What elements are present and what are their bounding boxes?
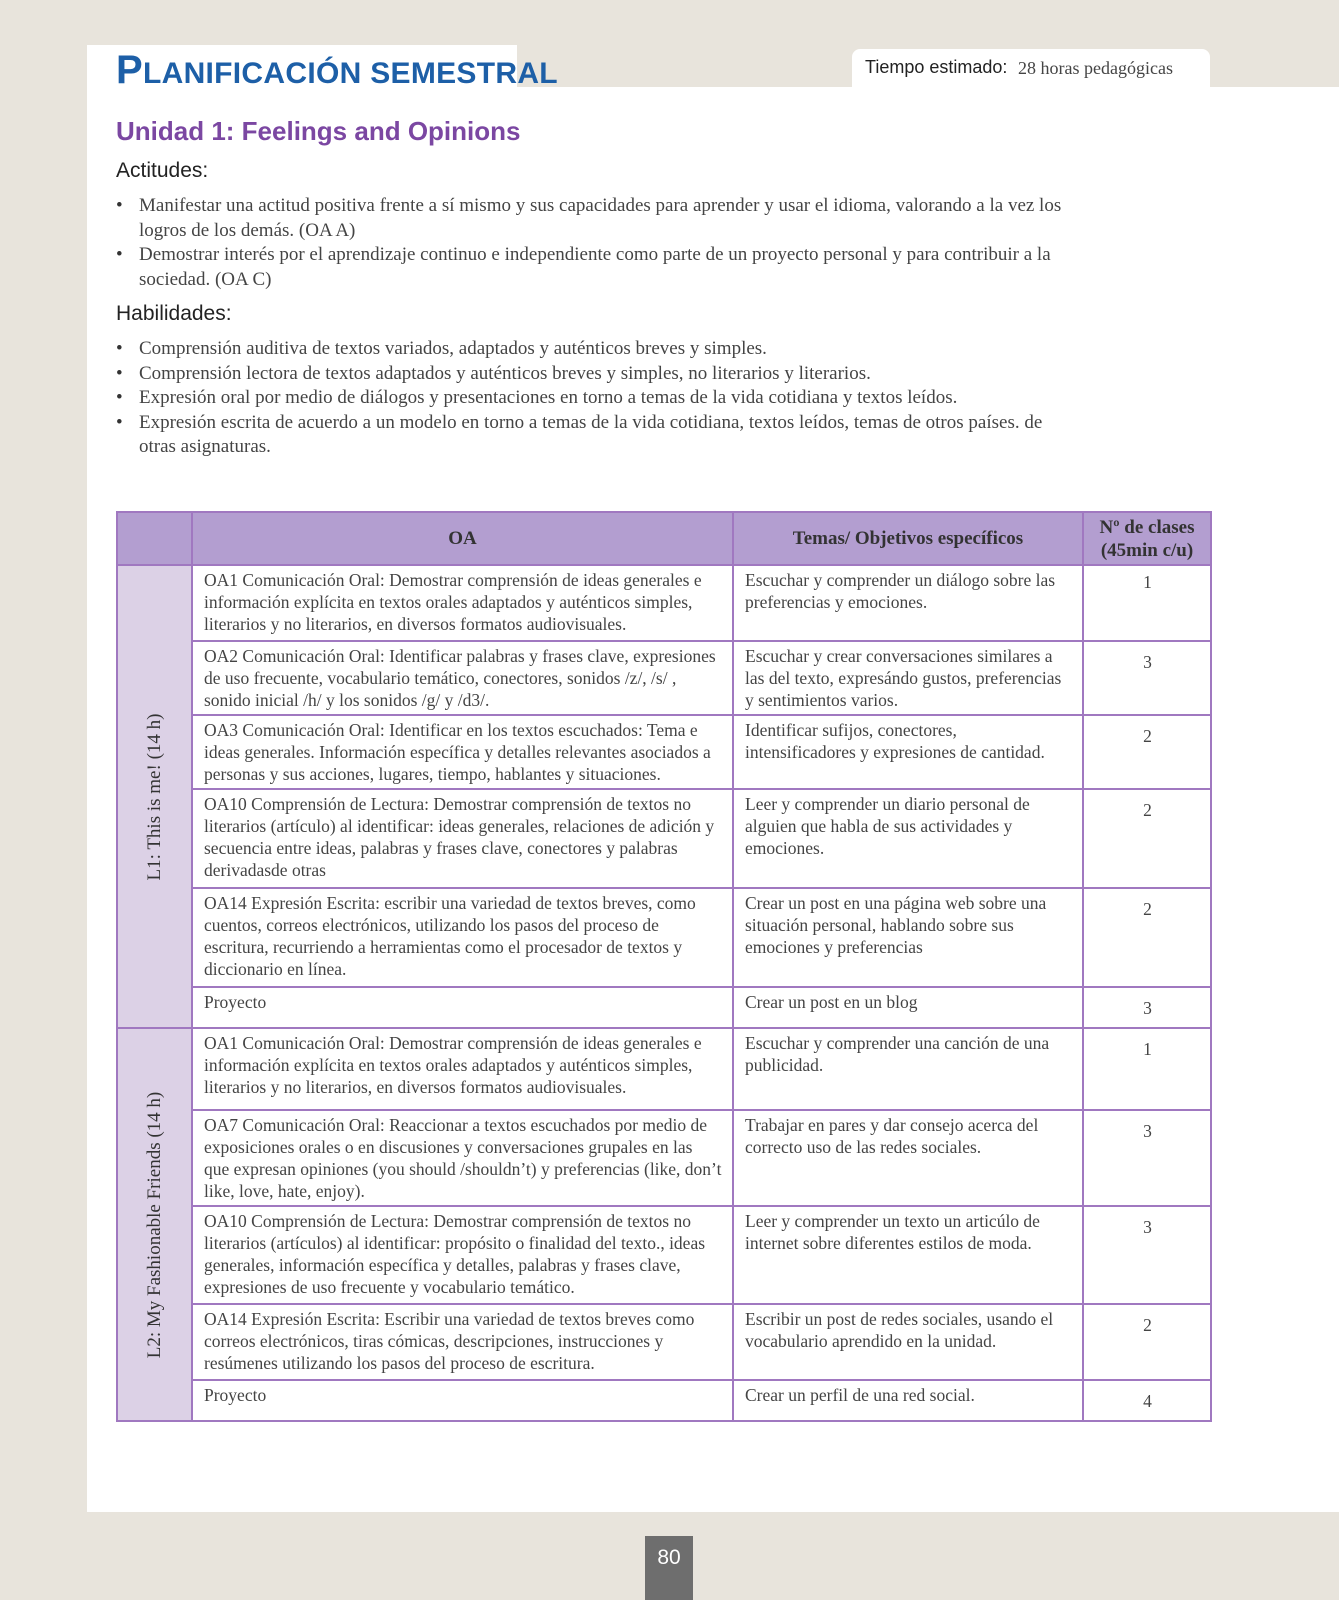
tema-cell: Crear un perfil de una red social. — [733, 1380, 1083, 1421]
clases-cell: 3 — [1083, 641, 1211, 715]
clases-cell: 2 — [1083, 789, 1211, 888]
actitudes-list — [116, 194, 1066, 292]
group-label: L2: My Fashionable Friends (14 h) — [143, 1091, 165, 1358]
table-row — [117, 987, 1211, 1028]
list-item: • Expresión oral por medio de diálogos y presentaciones en torno a temas de la vida cotidiana y textos leídos. — [116, 386, 1066, 411]
group-label-cell — [117, 1028, 192, 1421]
tema-cell: Escuchar y comprender un diálogo sobre las preferencias y emociones. — [733, 565, 1083, 641]
planning-table — [116, 511, 1212, 1422]
tema-cell: Crear un post en una página web sobre una situación personal, hablando sobre sus emociones y preferencias — [733, 888, 1083, 987]
header-cell-empty — [117, 512, 192, 565]
clases-cell: 3 — [1083, 987, 1211, 1028]
oa-cell: OA14 Expresión Escrita: Escribir una variedad de textos breves como correos electrónicos, tiras cómicas, descripciones, instrucciones y resúmenes utilizando los pasos del proceso de escritura. — [192, 1304, 733, 1380]
page-title-initial: P — [116, 48, 143, 92]
clases-cell: 3 — [1083, 1110, 1211, 1206]
table-row — [117, 1380, 1211, 1421]
table-row — [117, 715, 1211, 789]
page-number: 80 — [645, 1536, 693, 1600]
clases-cell: 1 — [1083, 565, 1211, 641]
tema-cell: Leer y comprender un diario personal de alguien que habla de sus actividades y emociones. — [733, 789, 1083, 888]
table-row — [117, 565, 1211, 641]
group-label: L1: This is me! (14 h) — [143, 713, 165, 880]
oa-cell: OA14 Expresión Escrita: escribir una variedad de textos breves, como cuentos, correos electrónicos, utilizando los pasos del proceso de escritura, recurriendo a herramientas como el procesador de textos y diccionario en línea. — [192, 888, 733, 987]
table-row — [117, 789, 1211, 888]
oa-cell: OA10 Comprensión de Lectura: Demostrar comprensión de textos no literarios (artículos) al identificar: propósito o finalidad del texto., ideas generales, información específica y detalles, palabras y frases clave, expresiones de uso frecuente y vocabulario temático. — [192, 1206, 733, 1304]
list-item: • Manifestar una actitud positiva frente a sí mismo y sus capacidades para aprender y usar el idioma, valorando a la vez los logros de los demás. (OA A) — [116, 194, 1066, 243]
actitudes-heading: Actitudes: — [116, 159, 209, 182]
list-item: • Comprensión lectora de textos adaptados y auténticos breves y simples, no literarios y literarios. — [116, 362, 1066, 387]
clases-cell: 3 — [1083, 1206, 1211, 1304]
habilidades-list — [116, 337, 1066, 460]
clases-cell: 1 — [1083, 1028, 1211, 1110]
header-cell-clases: Nº de clases (45min c/u) — [1083, 512, 1211, 565]
tema-cell: Trabajar en pares y dar consejo acerca del correcto uso de las redes sociales. — [733, 1110, 1083, 1206]
oa-cell: Proyecto — [192, 1380, 733, 1421]
page-title — [116, 48, 558, 93]
oa-cell: OA1 Comunicación Oral: Demostrar comprensión de ideas generales e información explícita en textos orales adaptados y auténticos simples, literarios y no literarios, en diversos formatos audiovisuales. — [192, 565, 733, 641]
clases-cell: 2 — [1083, 888, 1211, 987]
clases-cell: 4 — [1083, 1380, 1211, 1421]
oa-cell: OA1 Comunicación Oral: Demostrar comprensión de ideas generales e información explícita en textos orales adaptados y auténticos simples, literarios y no literarios, en diversos formatos audiovisuales. — [192, 1028, 733, 1110]
header-cell-temas: Temas/ Objetivos específicos — [733, 512, 1083, 565]
clases-cell: 2 — [1083, 1304, 1211, 1380]
oa-cell: OA3 Comunicación Oral: Identificar en los textos escuchados: Tema e ideas generales. Información específica y detalles relevantes asociados a personas y sus acciones, lugares, tiempo, hablantes y situaciones. — [192, 715, 733, 789]
tema-cell: Escuchar y crear conversaciones similares a las del texto, expresándo gustos, preferencias y sentimientos varios. — [733, 641, 1083, 715]
time-estimate-value: 28 horas pedagógicas — [1018, 58, 1173, 78]
unit-title: Unidad 1: Feelings and Opinions — [116, 116, 521, 146]
table-row — [117, 1206, 1211, 1304]
group-label-cell — [117, 565, 192, 1028]
oa-cell: Proyecto — [192, 987, 733, 1028]
tema-cell: Escuchar y comprender una canción de una publicidad. — [733, 1028, 1083, 1110]
time-estimate-label: Tiempo estimado: — [865, 57, 1008, 77]
oa-cell: OA10 Comprensión de Lectura: Demostrar comprensión de textos no literarios (artículo) al identificar: ideas generales, relaciones de adición y secuencia entre ideas, palabras y frases clave, conectores y palabras derivadasde otras — [192, 789, 733, 888]
oa-cell: OA2 Comunicación Oral: Identificar palabras y frases clave, expresiones de uso frecuente, vocabulario temático, conectores, sonidos /z/, /s/ , sonido inicial /h/ y los sonidos /g/ y /d3/. — [192, 641, 733, 715]
habilidades-heading: Habilidades: — [116, 302, 232, 325]
oa-cell: OA7 Comunicación Oral: Reaccionar a textos escuchados por medio de exposiciones orales o en discusiones y conversaciones grupales en las que expresan opiniones (you should /shouldn’t) y preferencias (like, don’t like, love, hate, enjoy). — [192, 1110, 733, 1206]
table-row — [117, 888, 1211, 987]
table-row — [117, 1110, 1211, 1206]
tema-cell: Leer y comprender un texto un articúlo de internet sobre diferentes estilos de moda. — [733, 1206, 1083, 1304]
table-row — [117, 641, 1211, 715]
clases-cell: 2 — [1083, 715, 1211, 789]
header-cell-oa: OA — [192, 512, 733, 565]
list-item: • Demostrar interés por el aprendizaje continuo e independiente como parte de un proyecto personal y para contribuir a la sociedad. (OA C) — [116, 243, 1066, 292]
tema-cell: Escribir un post de redes sociales, usando el vocabulario aprendido en la unidad. — [733, 1304, 1083, 1380]
table-row — [117, 1028, 1211, 1110]
tema-cell: Identificar sufijos, conectores, intensificadores y expresiones de cantidad. — [733, 715, 1083, 789]
page-title-rest: LANIFICACIÓN SEMESTRAL — [142, 57, 558, 90]
table-header-row — [117, 512, 1211, 565]
list-item: • Comprensión auditiva de textos variados, adaptados y auténticos breves y simples. — [116, 337, 1066, 362]
list-item: • Expresión escrita de acuerdo a un modelo en torno a temas de la vida cotidiana, textos leídos, temas de otros países. de otras asignaturas. — [116, 411, 1066, 460]
table-row — [117, 1304, 1211, 1380]
tema-cell: Crear un post en un blog — [733, 987, 1083, 1028]
